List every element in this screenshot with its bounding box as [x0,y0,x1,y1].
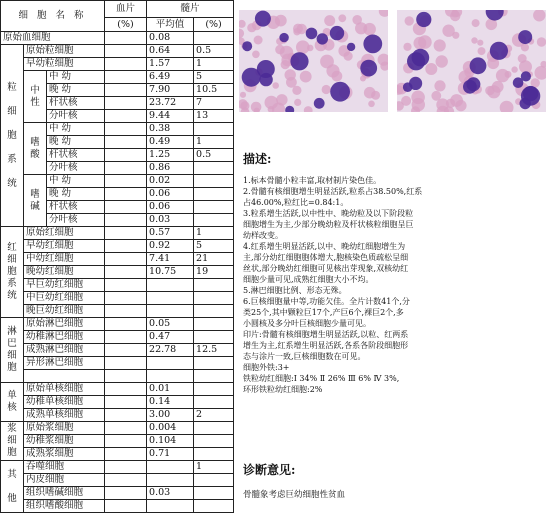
red-blood-cell [307,45,314,52]
nucleated-cell [330,26,344,40]
red-blood-cell [252,51,260,59]
nucleated-cell [347,43,355,51]
table-row: 其 他 吞噬细胞 1 [1,461,234,474]
nucleated-cell [314,98,325,109]
description-line: 增生为主,红系增生明显活跃,各系各阶段细胞形 [243,341,409,350]
nucleated-cell [363,35,382,54]
table-row: 幼稚浆细胞 0.104 [1,435,234,448]
nucleated-cell [416,12,431,27]
nucleated-cell [242,68,261,87]
table-row: 杆状核 0.06 [1,201,234,214]
description-line: 细胞外铁:3+ [243,363,290,372]
red-blood-cell [320,55,334,69]
diagnosis-text: 骨髓象考虑巨幼细胞性贫血 [243,490,346,500]
table-row: 组织嗜酸细胞 [1,500,234,513]
cell-count-table [0,0,233,530]
nucleated-cell [360,60,377,77]
red-blood-cell [431,91,441,101]
basophil-label: 嗜 碱 [24,175,47,227]
red-blood-cell [239,29,244,39]
nucleated-cell [518,30,532,44]
blood-unit: (%) [105,18,147,32]
description-line: 丝状,部分晚幼红细胞可见核出芽现象,双核幼红 [243,264,409,273]
red-blood-cell [240,92,246,98]
table-row: 中巨幼红细胞 [1,292,234,305]
table-row: 早幼红细胞 0.92 5 [1,240,234,253]
red-blood-cell [535,66,547,80]
table-row: 晚 幼 7.90 10.5 [1,84,234,97]
table-row: 杆状核 23.72 7 [1,97,234,110]
header-row-1 [1,1,234,18]
red-blood-cell [293,28,300,35]
red-blood-cell [272,82,279,89]
diagnosis-title: 诊断意见: [243,463,296,477]
myelogram-table [0,0,234,513]
nucleated-cell [521,86,540,105]
red-blood-cell [275,15,287,27]
red-blood-cell [403,43,411,51]
red-blood-cell [434,80,445,91]
table-row: 幼稚淋巴细胞 0.47 [1,331,234,344]
description-line: 幼样改变。 [243,231,283,240]
table-row: 淋 巴 细 胞 原始淋巴细胞 0.05 [1,318,234,331]
description-line: 细胞少量可见,成熟红细胞大小不均。 [243,275,374,284]
red-blood-cell [478,47,486,55]
smear-drawing-2 [397,10,546,112]
description-line: 态与涂片一致,巨核细胞数在可见。 [243,352,366,361]
table-row: 成熟浆细胞 0.71 [1,448,234,461]
table-row: 晚 幼 0.49 1 [1,136,234,149]
table-row: 早巨幼红细胞 [1,279,234,292]
nucleated-cell [466,77,480,91]
red-blood-cell [344,52,353,61]
description-line: 占46.00%,粒红比=0.84:1。 [243,198,349,207]
table-row: 杆状核 1.25 0.5 [1,149,234,162]
table-row: 晚幼红细胞 10.75 19 [1,266,234,279]
micrograph-panel [239,10,548,112]
cell-name-header: 细 胞 名 称 [1,1,105,32]
nucleated-cell [290,52,308,70]
table-row: 浆 细 胞 原始浆细胞 0.004 [1,422,234,435]
table-row: 单 核 原始单核细胞 0.01 [1,383,234,396]
red-blood-cell [511,66,517,72]
red-blood-cell [304,106,313,112]
description-line: 6.巨核细胞量中等,功能欠佳。全片计数41个,分 [243,297,410,306]
red-blood-cell [471,37,477,43]
red-blood-cell [452,32,459,39]
red-blood-cell [405,16,414,25]
table-row: 中 性 中 幼 6.49 5 [1,71,234,84]
table-row: 内皮细胞 [1,474,234,487]
bone-marrow-smear-image-2 [397,10,546,112]
table-row: 原始血细胞 0.08 [1,32,234,45]
description-line: 环形铁粒幼红细胞:2% [243,385,323,394]
neutrophil-label: 中 性 [24,71,47,123]
table-row: 嗜 碱 中 幼 0.02 [1,175,234,188]
description-line: 主,部分幼红细胞胞体增大,胞核染色质疏松呈细 [243,253,409,262]
description-line: 类25个,其中颗粒巨17个,产巨6个,裸巨2个,多 [243,308,404,317]
other-category: 其 他 [1,461,24,513]
table-row: 晚巨幼红细胞 [1,305,234,318]
red-blood-cell [434,39,446,51]
nucleated-cell [279,33,288,42]
table-row: 分叶核 0.03 [1,214,234,227]
nucleated-cell [470,57,487,74]
monocyte-category: 单 核 [1,383,24,422]
marrow-unit: (%) [194,18,234,32]
red-blood-cell [496,69,509,82]
red-blood-cell [360,76,366,82]
lymphocyte-category: 淋 巴 细 胞 [1,318,24,383]
nucleated-cell [242,41,252,51]
red-blood-cell [537,37,546,46]
eosinophil-label: 嗜 酸 [24,123,47,175]
table-row: 分叶核 9.44 13 [1,110,234,123]
nucleated-cell [330,82,350,102]
table-row: 异形淋巴细胞 [1,357,234,370]
plasma-category: 浆 细 胞 [1,422,24,461]
table-row: 嗜 酸 中 幼 0.38 [1,123,234,136]
table-row: 中幼红细胞 7.41 21 [1,253,234,266]
description-line: 2.骨髓有核细胞增生明显活跃,粒系占38.50%,红系 [243,187,423,196]
description-line: 5.淋巴细胞比例、形态无殊。 [243,286,347,295]
table-row: 早幼粒细胞 1.57 1 [1,58,234,71]
nucleated-cell [490,42,508,60]
red-blood-cell [332,71,343,82]
nucleated-cell [285,106,294,112]
red-blood-cell [352,15,362,25]
table-row: 晚 幼 0.06 [1,188,234,201]
red-blood-cell [450,94,463,107]
red-blood-cell [533,10,545,22]
granulocyte-category: 粒 细 胞 系 统 [1,45,24,227]
red-blood-cell [436,55,448,67]
nucleated-cell [317,33,328,44]
description-line: 印片:骨髓有核细胞增生明显活跃,以粒、红两系 [243,330,409,339]
table-row: 成熟单核细胞 3.00 2 [1,409,234,422]
red-blood-cell [368,101,375,108]
red-blood-cell [412,98,425,111]
red-blood-cell [401,96,411,106]
description-line: 4.红系增生明显活跃,以中、晚幼红细胞增生为 [243,242,406,251]
diagnosis-section [243,461,549,500]
red-blood-cell [294,99,301,106]
blood-header: 血片 [105,1,147,18]
red-blood-cell [477,40,483,46]
nucleated-cell [521,71,531,81]
table-row [1,370,234,383]
average-header: 平均值 [147,18,194,32]
nucleated-cell [486,10,504,21]
bone-marrow-smear-image-1 [239,10,388,112]
nucleated-cell [255,11,271,27]
red-blood-cell [239,20,246,28]
description-line: 铁粒幼红细胞:Ⅰ 34% Ⅱ 26% Ⅲ 6% Ⅳ 3%, [243,374,400,383]
red-blood-cell [379,10,388,17]
table-row: 组织嗜碱细胞 0.03 [1,487,234,500]
red-blood-cell [300,71,312,83]
table-row: 幼稚单核细胞 0.14 [1,396,234,409]
red-blood-cell [251,102,262,112]
red-blood-cell [492,81,504,93]
red-blood-cell [414,37,427,50]
table-row: 成熟淋巴细胞 22.78 12.5 [1,344,234,357]
description-title: 描述: [243,152,272,166]
red-blood-cell [425,63,437,75]
red-blood-cell [371,91,380,100]
red-blood-cell [254,36,263,45]
nucleated-cell [306,28,318,40]
description-line: 3.粒系增生活跃,以中性中、晚幼粒及以下阶段粒 [243,209,414,218]
red-blood-cell [500,101,514,112]
erythrocyte-category: 红 细 胞 系 统 [1,227,24,318]
table-row: 红 细 胞 系 统 原始红细胞 0.57 1 [1,227,234,240]
nucleated-cell [409,77,422,90]
nucleated-cell [412,49,430,67]
red-blood-cell [338,14,346,22]
table-row: 粒 细 胞 系 统 原始粒细胞 0.64 0.5 [1,45,234,58]
description-body [243,175,549,395]
red-blood-cell [472,19,480,27]
description-section [243,150,549,395]
smear-drawing-1 [239,10,388,112]
description-line: 1.标本骨髓小粒丰富,取材制片染色佳。 [243,176,382,185]
red-blood-cell [285,69,296,80]
table-row: 分叶核 0.86 [1,162,234,175]
red-blood-cell [292,86,301,95]
description-line: 小圆核及多分叶巨核细胞少量可见。 [243,319,371,328]
red-blood-cell [322,85,331,94]
red-blood-cell [324,15,335,26]
description-line: 细胞增生为主,少部分晚幼粒及杆状核粒细胞呈巨 [243,220,414,229]
marrow-header: 髓片 [147,1,234,18]
